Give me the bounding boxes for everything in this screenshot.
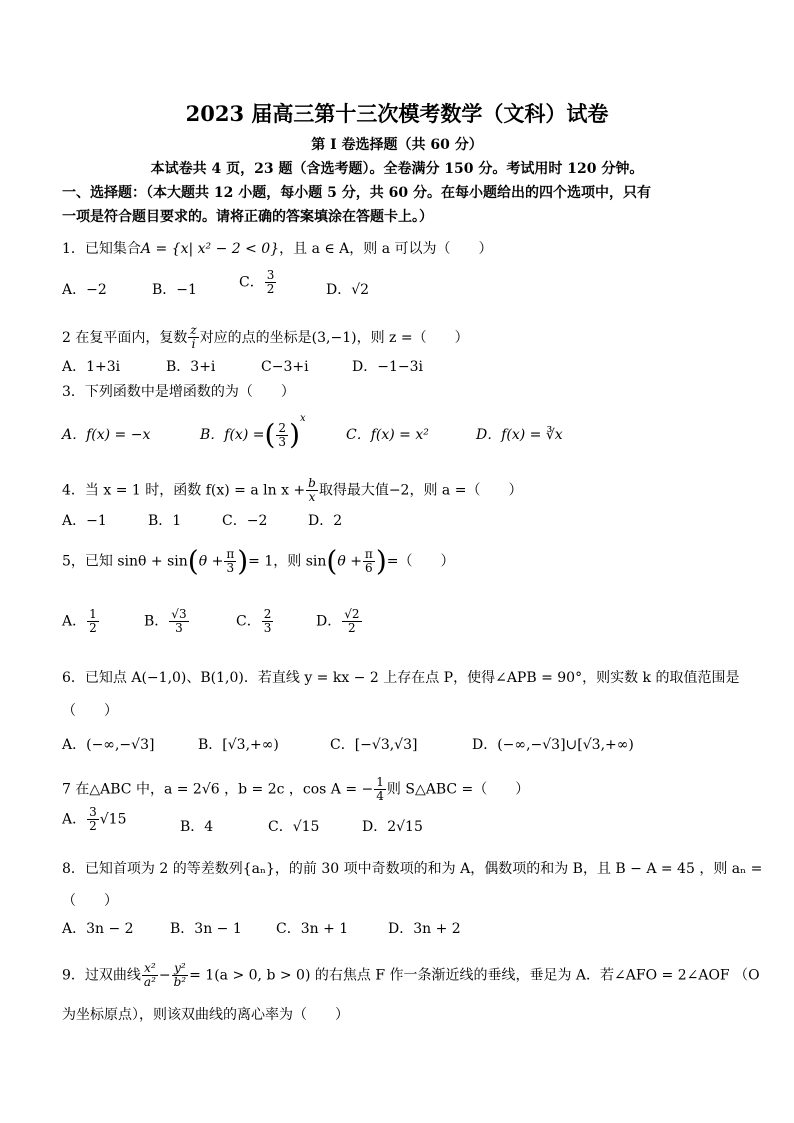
q1-c-denominator: 2 [266,282,275,296]
section-instructions-line2: 一项是符合题目要求的。请将正确的答案填涂在答题卡上。） [62,209,433,225]
part-heading: 第 I 卷选择题（共 60 分） [311,137,483,153]
question-6: 6．已知点 A(−1,0)、B(1,0)．若直线 y = kx − 2 上存在点 P，使得∠APB = 90°，则实数 k 的取值范围是 [62,670,740,686]
q8-paren: （ ） [62,893,118,909]
exam-note: 本试卷共 4 页，23 题（含选考题）。全卷满分 150 分。考试用时 120 分钟。 [150,161,644,177]
q2-option-a: A．1+3i [62,359,121,375]
question-1 [62,240,493,258]
q7-frac-numerator: 1 [376,775,384,789]
q1-option-a: A．−2 [62,282,107,298]
q6-option-d: D．(−∞,−√3]∪[√3,+∞) [472,737,634,753]
q2-stem-b: 对应的点的坐标是(3,−1)，则 z =（ ） [199,330,469,346]
q5-denominator-1: 3 [226,561,235,575]
q8-option-b: B．3n − 1 [170,921,242,937]
q5-stem-c: =（ ） [386,553,455,570]
q6-option-c: C．[−√3,√3] [330,737,418,753]
exam-title: 2023 届高三第十三次模考数学（文科）试卷 [185,101,609,126]
question-8: 8．已知首项为 2 的等差数列{aₙ}，的前 30 项中奇数项的和为 A，偶数项的和为 B，且 B − A = 45 ，则 aₙ = [62,861,763,877]
q3-option-a: A．f(x) = −x [62,427,151,443]
q5-stem-a: 5，已知 sinθ + sin [62,553,188,570]
q3-b-exponent: x [300,413,306,424]
q7-stem-b: 则 S△ABC =（ ） [386,781,530,798]
q2-option-d: D．−1−3i [352,359,423,375]
q4-stem-b: 取得最大值−2，则 a =（ ） [318,482,523,499]
q2-option-b: B．3+i [166,359,216,375]
q3-b-numerator: 2 [278,420,287,435]
q7-option-a: A． $\frac{3}{2}$ √15 [62,805,127,833]
q4-stem-a: 4．当 x = 1 时，函数 f(x) = a ln x + [62,482,306,499]
q9-stem-a: 9．过双曲线 [62,967,141,984]
question-5: 5，已知 sinθ + sin(θ + $\frac{\pi}{3}$ )= 1，则 sin(θ + $\frac{\pi}{6}$ )=（ ） [62,544,455,578]
q4-frac-denominator: x [308,490,316,504]
q7-stem-a: 7 在△ABC 中，a = 2√6 ，b = 2c ，cos A = − [62,781,374,798]
q4-option-d: D．2 [308,513,343,529]
q7-option-b: B．4 [180,819,214,835]
question-3: 3．下列函数中是增函数的为（ ） [62,384,295,400]
question-2 [62,324,469,351]
question-7 [62,776,529,803]
q3-option-b: B．f(x) =( $\frac{2}{3}$ )$^x$ [200,413,306,451]
q5-stem-b: = 1，则 sin [248,553,327,570]
q2-frac-numerator: z [190,323,197,337]
q9-line2: 为坐标原点），则该双曲线的离心率为（ ） [62,1007,349,1023]
q3-option-d: D．f(x) = ∛x [476,427,563,443]
q7-option-d: D．2√15 [362,819,423,835]
q1-option-d: D．√2 [326,282,370,298]
q4-option-c: C．−2 [222,513,268,529]
q7-option-c: C．√15 [268,819,320,835]
q9-stem-b: = 1(a > 0, b > 0) 的右焦点 F 作一条渐近线的垂线，垂足为 A．若∠AFO = 2∠AOF （O [189,967,760,984]
q6-paren: （ ） [62,703,118,719]
q1-stem-b: ，且 a ∈ A，则 a 可以为（ ） [279,241,493,257]
q1-stem-a: 1．已知集合 [62,241,141,257]
q2-option-c: C−3+i [261,359,309,375]
question-9: 9．过双曲线 $\frac{\text{x²}}{\text{a²}}$ − $\frac{\text{y²}}{\text{b²}}$ = 1(a > 0, b > 0) 的右焦点 F 作一条渐近线的垂线，垂足为 A．若∠AFO = 2∠AOF （O [62,961,760,989]
q5-option-d: D． $\frac{√2}{2}$ [316,607,360,635]
q1-c-numerator: 3 [266,268,275,282]
q6-option-b: B．[√3,+∞) [198,737,279,753]
q3-option-c: C．f(x) = x² [346,427,429,443]
q2-stem-a: 2 在复平面内，复数 [62,330,188,346]
q4-option-a: A．−1 [62,513,107,529]
q6-option-a: A．(−∞,−√3] [62,737,155,753]
q8-option-c: C．3n + 1 [276,921,349,937]
q1-option-b: B．−1 [152,282,197,298]
q3-b-denominator: 3 [278,434,287,449]
q1-set: A = {x| x² − 2 < 0} [140,241,280,257]
section-instructions-line1: 一、选择题：（本大题共 12 小题，每小题 5 分，共 60 分。在每小题给出的四个选项中，只有 [62,185,651,201]
q7-frac-denominator: 4 [376,789,384,803]
q5-option-c: C． $\frac{2}{3}$ [236,607,272,635]
q8-option-d: D．3n + 2 [388,921,461,937]
q4-option-b: B．1 [148,513,182,529]
q5-option-b: B． $\frac{√3}{3}$ [144,607,187,635]
q1-option-c: C． $\frac{3}{2}$ [239,268,275,296]
question-4 [62,477,522,504]
q4-frac-numerator: b [308,476,316,490]
q2-frac-denominator: i [191,337,196,351]
q5-denominator-2: 6 [365,561,373,575]
q8-option-a: A．3n − 2 [62,921,134,937]
q5-option-a: A． $\frac{1}{2}$ [62,607,97,635]
